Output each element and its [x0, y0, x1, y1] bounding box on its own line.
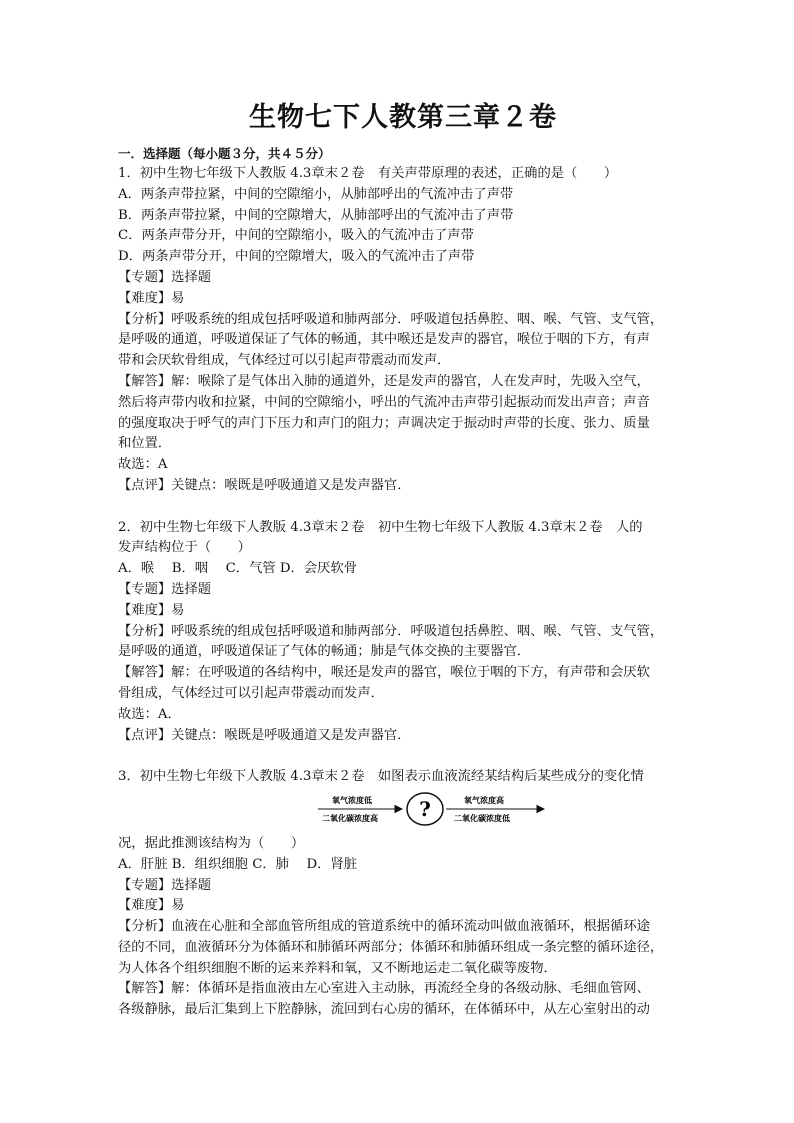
answer-line: 的强度取决于呼气的声门下压力和声门的阻力；声调决定于振动时声带的长度、张力、质量 [118, 415, 650, 431]
answer-line: 【解答】解：喉除了是气体出入肺的通道外，还是发声的器官，人在发声时，先吸入空气， [118, 373, 650, 389]
question-3 [118, 767, 688, 1021]
answer-line: 各级静脉，最后汇集到上下腔静脉，流回到右心房的循环，在体循环中，从左心室射出的动 [118, 1002, 650, 1018]
option-c: C．两条声带分开，中间的空隙缩小，吸入的气流冲击了声带 [118, 228, 474, 244]
question-stem: 况，据此推测该结构为（ ） [118, 835, 305, 851]
difficulty-label: 【难度】易 [118, 602, 185, 618]
blood-flow-diagram [318, 789, 548, 833]
answer-line: 然后将声带内收和拉紧，中间的空隙缩小，呼出的气流冲击声带引起振动而发出声音；声音 [118, 394, 650, 410]
section-heading: 一．选择题（每小题３分，共４５分） [118, 146, 331, 161]
analysis-line: 带和会厌软骨组成，气体经过可以引起声带震动而发声． [118, 353, 451, 369]
page-title: 生物七下人教第三章２卷 [249, 102, 557, 133]
analysis-line: 【分析】呼吸系统的组成包括呼吸道和肺两部分．呼吸道包括鼻腔、咽、喉、气管、支气管， [118, 311, 664, 327]
diagram-left-top-label: 氧气浓度低 [332, 795, 372, 805]
options-line: A．喉 B．咽 C．气管 D．会厌软骨 [118, 561, 358, 577]
question-stem: 1．初中生物七年级下人教版 4.3章末２卷 有关声带原理的表述，正确的是（ ） [118, 166, 618, 181]
difficulty-label: 【难度】易 [118, 290, 185, 306]
analysis-line: 为人体各个组织细胞不断的运来养料和氧，又不断地运走二氧化碳等废物． [118, 960, 557, 976]
question-stem: 发声结构位于（ ） [118, 540, 251, 556]
answer-line: 和位置． [118, 436, 172, 452]
analysis-line: 径的不同，血液循环分为体循环和肺循环两部分；体循环和肺循环组成一条完整的循环途径， [118, 939, 664, 955]
question-2 [118, 518, 688, 747]
options-line: A．肝脏 B．组织细胞 C．肺 D．肾脏 [118, 856, 358, 872]
diagram-right-top-label: 氧气浓度高 [464, 795, 504, 805]
topic-label: 【专题】选择题 [118, 581, 212, 597]
topic-label: 【专题】选择题 [118, 877, 212, 893]
diagram-left-bottom-label: 二氧化碳浓度高 [322, 813, 378, 823]
diagram-right-bottom-label: 二氧化碳浓度低 [454, 813, 510, 823]
blood-flow-diagram-row [118, 788, 688, 834]
answer-line: 【解答】解：在呼吸道的各结构中，喉还是发声的器官，喉位于咽的下方，有声带和会厌软 [118, 665, 650, 681]
analysis-line: 是呼吸的通道，呼吸道保证了气体的畅通，其中喉还是发声的器官，喉位于咽的下方，有声 [118, 332, 650, 348]
option-a: A．两条声带拉紧，中间的空隙缩小，从肺部呼出的气流冲击了声带 [118, 186, 514, 202]
analysis-line: 【分析】血液在心脏和全部血管所组成的管道系统中的循环流动叫做血液循环，根据循环途 [118, 919, 650, 935]
difficulty-label: 【难度】易 [118, 898, 185, 914]
answer-line: 骨组成，气体经过可以引起声带震动而发声． [118, 685, 384, 701]
answer-line: 【解答】解：体循环是指血液由左心室进入主动脉，再流经全身的各级动脉、毛细血管网、 [118, 981, 650, 997]
choice-result: 故选：A． [118, 706, 181, 722]
option-b: B．两条声带拉紧，中间的空隙增大，从肺部呼出的气流冲击了声带 [118, 207, 514, 223]
question-stem: 3．初中生物七年级下人教版 4.3章末２卷 如图表示血液流经某结构后某些成分的变化情 [118, 769, 644, 785]
document-page [118, 100, 688, 1021]
comment-line: 【点评】关键点：喉既是呼吸通道又是发声器官． [118, 477, 411, 493]
analysis-line: 是呼吸的通道，呼吸道保证了气体的畅通；肺是气体交换的主要器官． [118, 644, 531, 660]
topic-label: 【专题】选择题 [118, 269, 212, 285]
comment-line: 【点评】关键点：喉既是呼吸通道又是发声器官． [118, 727, 411, 743]
choice-result: 故选：A [118, 457, 168, 473]
question-mark: ? [419, 796, 431, 821]
question-1 [118, 164, 688, 497]
question-stem: 2．初中生物七年级下人教版 4.3章末２卷 初中生物七年级下人教版 4.3章末２卷 人的 [118, 519, 643, 535]
option-d: D．两条声带分开，中间的空隙增大，吸入的气流冲击了声带 [118, 249, 475, 265]
analysis-line: 【分析】呼吸系统的组成包括呼吸道和肺两部分．呼吸道包括鼻腔、咽、喉、气管、支气管， [118, 623, 664, 639]
